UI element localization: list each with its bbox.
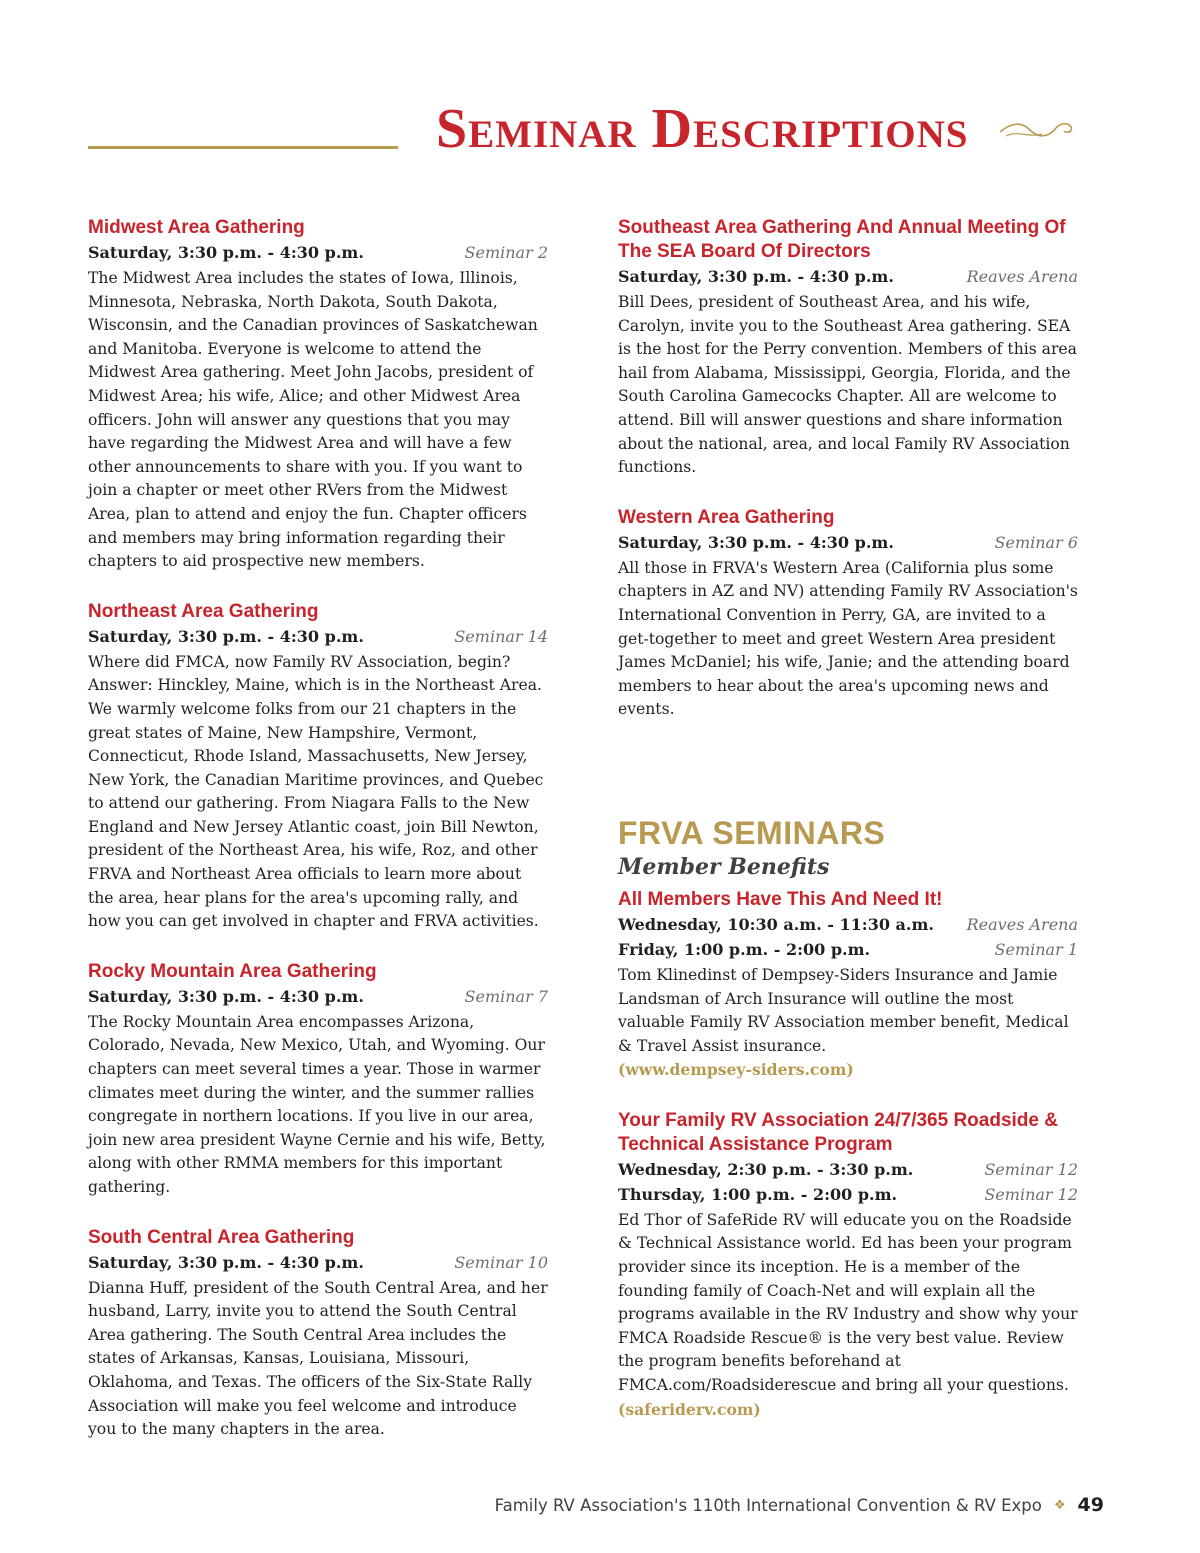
seminar-title: Western Area Gathering [618, 506, 835, 528]
seminar-location: Seminar 6 [994, 532, 1078, 552]
seminar-title: Midwest Area Gathering [88, 217, 305, 238]
seminar-title: Southeast Area Gathering And Annual Meeting Of The SEA Board Of Directors [618, 217, 1066, 262]
frva-subheading: Member Benefits [618, 853, 830, 880]
website-link[interactable]: (saferiderv.com) [618, 1399, 761, 1419]
seminar-description: Where did FMCA, now Family RV Association, begin? Answer: Hinckley, Maine, which is in the Northeast Area. We warmly welcome folks from our 21 chapters in the great states of Maine, New Hampshire, Vermont, Connecticut, Rhode Island, Massachusetts, New Jersey, New York, the Canadian Maritime provinces, and Quebec to attend our gathering. From Niagara Falls to the New England and New Jersey Atlantic coast, join Bill Newton, president of the Northeast Area, his wife, Roz, and other FRVA and Northeast Area officials to learn more about the area, hear plans for the area's upcoming rally, and how you can get involved in chapter and FRVA activities. [88, 652, 544, 931]
frva-seminars-block [618, 814, 1078, 1422]
left-column [88, 216, 548, 1468]
seminar-time: Saturday, 3:30 p.m. - 4:30 p.m. [88, 626, 364, 646]
right-column [618, 216, 1078, 1448]
seminar-title: Rocky Mountain Area Gathering [88, 960, 377, 982]
seminar-time: Saturday, 3:30 p.m. - 4:30 p.m. [88, 243, 364, 262]
schedule-row [618, 912, 1078, 937]
seminar-time: Saturday, 3:30 p.m. - 4:30 p.m. [88, 1252, 364, 1272]
page-title: Seminar Descriptions [436, 98, 969, 160]
seminar-location: Seminar 12 [984, 1159, 1078, 1179]
seminar-time: Saturday, 3:30 p.m. - 4:30 p.m. [618, 532, 894, 552]
seminar-title: Northeast Area Gathering [88, 600, 319, 622]
seminar-title: South Central Area Gathering [88, 1226, 355, 1248]
seminar-roadside-assistance [618, 1109, 1078, 1422]
footer-text: Family RV Association's 110th International Convention & RV Expo [494, 1495, 1042, 1515]
schedule-row [618, 1157, 1078, 1182]
seminar-location: Seminar 10 [454, 1252, 548, 1272]
seminar-location: Seminar 1 [994, 939, 1078, 959]
schedule-row [618, 1182, 1078, 1207]
schedule-row [88, 984, 548, 1009]
seminar-time: Friday, 1:00 p.m. - 2:00 p.m. [618, 939, 871, 959]
page-footer [495, 1494, 1104, 1516]
seminar-description: Dianna Huff, president of the South Central Area, and her husband, Larry, invite you to attend the South Central Area gathering. The South Central Area includes the states of Arkansas, Kansas, Louisiana, Missouri, Oklahoma, and Texas. The officers of the Six-State Rally Association will make you feel welcome and introduce you to the many chapters in the area. [88, 1278, 548, 1439]
seminar-location: Reaves Arena [966, 914, 1078, 934]
seminar-time: Wednesday, 10:30 a.m. - 11:30 a.m. [618, 914, 934, 934]
seminar-time: Saturday, 3:30 p.m. - 4:30 p.m. [618, 267, 894, 286]
seminar-time: Saturday, 3:30 p.m. - 4:30 p.m. [88, 986, 364, 1006]
seminar-description: Bill Dees, president of Southeast Area, and his wife, Carolyn, invite you to the Southeast Area gathering. SEA is the host for the Perry convention. Members of this area hail from Alabama, Mississippi, Georgia, Florida, and the South Carolina Gamecocks Chapter. All are welcome to attend. Bill will answer questions and share information about the national, area, and local Family RV Association functions. [618, 293, 1077, 477]
schedule-row [618, 937, 1078, 962]
seminar-title: Your Family RV Association 24/7/365 Roadside & Technical Assistance Program [618, 1109, 1058, 1155]
seminar-location: Seminar 7 [464, 986, 548, 1006]
schedule-row [88, 240, 548, 265]
schedule-row [618, 264, 1078, 289]
frva-heading: FRVA SEMINARS [618, 814, 886, 851]
seminar-title: All Members Have This And Need It! [618, 888, 943, 910]
seminar-midwest [88, 216, 548, 574]
seminar-location: Reaves Arena [966, 267, 1078, 286]
schedule-row [88, 624, 548, 649]
seminar-northeast [88, 600, 548, 934]
diamond-ornament-icon: ❖ [1053, 1497, 1066, 1513]
seminar-description [618, 964, 1078, 1083]
seminar-location: Seminar 14 [454, 626, 548, 646]
page-number: 49 [1077, 1494, 1104, 1516]
seminar-location: Seminar 2 [464, 243, 548, 262]
seminar-time: Wednesday, 2:30 p.m. - 3:30 p.m. [618, 1159, 914, 1179]
schedule-row [88, 1250, 548, 1275]
description-text: Tom Klinedinst of Dempsey-Siders Insurance and Jamie Landsman of Arch Insurance will outline the most valuable Family RV Association member benefit, Medical & Travel Assist insurance. [618, 965, 1069, 1055]
seminar-south-central [88, 1226, 548, 1442]
seminar-description [618, 1209, 1078, 1422]
seminar-description: All those in FRVA's Western Area (California plus some chapters in AZ and NV) attending Family RV Association's International Convention in Perry, GA, are invited to a get-together to meet and greet Western Area president James McDaniel; his wife, Janie; and the attending board members to hear about the area's upcoming news and events. [618, 558, 1078, 719]
seminar-southeast [618, 216, 1078, 480]
seminar-description: The Rocky Mountain Area encompasses Arizona, Colorado, Nevada, New Mexico, Utah, and Wyoming. Our chapters can meet several times a year. Those in warmer climates meet during the winter, and the summer rallies congregate in northern locations. If you live in our area, join new area president Wayne Cernie and his wife, Betty, along with other RMMA members for this important gathering. [88, 1012, 546, 1196]
flourish-ornament-icon [998, 116, 1076, 144]
website-link[interactable]: (www.dempsey-siders.com) [618, 1060, 854, 1080]
header-rule [88, 146, 398, 149]
description-text: Ed Thor of SafeRide RV will educate you on the Roadside & Technical Assistance world. Ed has been your program provider since its inception. He is a member of the founding family of Coach-Net and will explain all the programs available in the RV Industry and show why your FMCA Roadside Rescue® is the very best value. Review the program benefits beforehand at FMCA.com/Roadsiderescue and bring all your questions. [618, 1210, 1078, 1395]
seminar-time: Thursday, 1:00 p.m. - 2:00 p.m. [618, 1184, 898, 1204]
seminar-description: The Midwest Area includes the states of Iowa, Illinois, Minnesota, Nebraska, North Dakota, South Dakota, Wisconsin, and the Canadian provinces of Saskatchewan and Manitoba. Everyone is welcome to attend the Midwest Area gathering. Meet John Jacobs, president of Midwest Area; his wife, Alice; and other Midwest Area officers. John will answer any questions that you may have regarding the Midwest Area and will have a few other announcements to share with you. If you want to join a chapter or meet other RVers from the Midwest Area, plan to attend and enjoy the fun. Chapter officers and members may bring information regarding their chapters to aid prospective new members. [88, 269, 538, 571]
schedule-row [618, 530, 1078, 555]
seminar-western [618, 506, 1078, 722]
seminar-member-benefits [618, 888, 1078, 1083]
seminar-location: Seminar 12 [984, 1184, 1078, 1204]
seminar-rocky-mountain [88, 960, 548, 1200]
